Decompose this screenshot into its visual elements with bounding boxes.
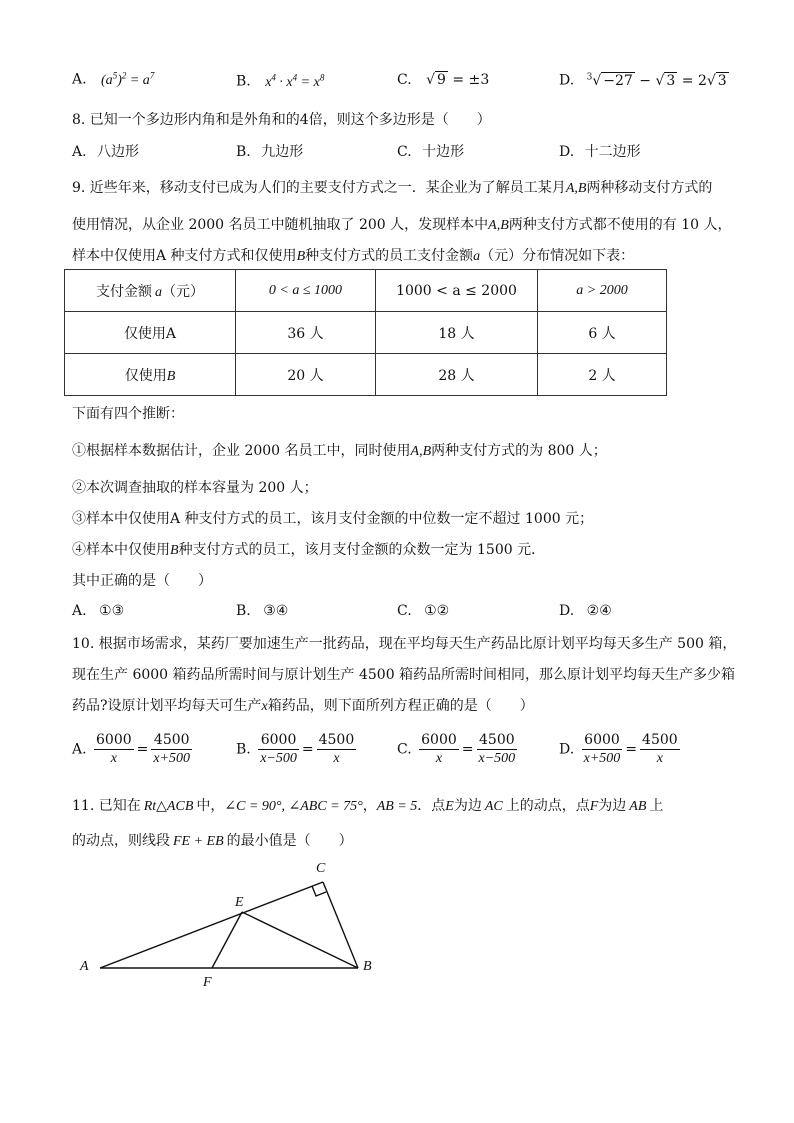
q7-option-a: A. $(a^5)^2 = a^7$	[72, 70, 155, 88]
table-header-cell: 支付金额 a（元）	[65, 270, 236, 312]
q8-option-c: C. 十边形	[397, 144, 465, 160]
table-cell: 2 人	[538, 354, 667, 396]
q10-line-1: 10. 根据市场需求，某药厂要加速生产一批药品，现在平均每天生产药品比原计划平均每天多生产 500 箱，	[72, 636, 737, 652]
q8-option-b: B. 九边形	[236, 144, 304, 160]
q9-statement-2: ②本次调查抽取的样本容量为 200 人；	[72, 480, 318, 496]
q10-option-c: C. $\frac{6000}{x}$ = $\frac{4500}{x-500}$	[397, 732, 516, 766]
q9-option-c: C. ①②	[397, 603, 450, 619]
q10-line-2: 现在生产 6000 箱药品所需时间与原计划生产 4500 箱药品所需时间相同，那么原计划平均每天生产多少箱	[72, 667, 736, 683]
q7-option-c: C. √ 9 = ±3	[397, 72, 490, 88]
payment-distribution-table	[64, 269, 667, 396]
q9-line-2: 使用情况，从企业 2000 名员工中随机抽取了 200 人，发现样本中A,B两种支付方式都不使用的有 10 人，	[72, 217, 732, 233]
q8-stem: 8. 已知一个多边形内角和是外角和的4倍，则这个多边形是（ ）	[72, 112, 491, 128]
q10-option-d: D. $\frac{6000}{x+500}$ = $\frac{4500}{x}$	[559, 732, 678, 766]
table-cell: 20 人	[236, 354, 376, 396]
label-e: E	[235, 895, 244, 910]
table-row	[65, 312, 667, 354]
q9-ask: 其中正确的是（ ）	[72, 573, 212, 589]
table-row-label: 仅使用A	[65, 312, 236, 354]
q9-statement-4: ④样本中仅使用B种支付方式的员工，该月支付金额的众数一定为 1500 元．	[72, 542, 546, 558]
label-a: A	[80, 959, 89, 974]
q11-line-2: 的动点，则线段 FE + EB 的最小值是（ ）	[72, 833, 353, 849]
label-c: C	[316, 861, 326, 876]
segment-ac	[100, 882, 323, 968]
q10-option-a: A. $\frac{6000}{x}$ = $\frac{4500}{x+500}$	[72, 732, 191, 766]
segment-cb	[323, 882, 358, 968]
table-row	[65, 354, 667, 396]
right-angle-mark	[312, 886, 326, 896]
table-cell: 28 人	[376, 354, 538, 396]
table-cell: 6 人	[538, 312, 667, 354]
segment-ef	[212, 912, 242, 968]
q9-intro: 下面有四个推断：	[72, 406, 184, 422]
table-row-label: 仅使用B	[65, 354, 236, 396]
q10-line-3: 药品?设原计划平均每天可生产x箱药品，则下面所列方程正确的是（ ）	[72, 698, 534, 714]
table-header-cell: 0 < a ≤ 1000	[236, 270, 376, 312]
table-header-row	[65, 270, 667, 312]
q11-line-1: 11. 已知在 Rt△ACB 中，∠C = 90°, ∠ABC = 75°，AB = 5．点E为边 AC 上的动点，点F为边 AB 上	[72, 798, 664, 814]
q8-option-a: A. 八边形	[72, 144, 140, 160]
q9-option-b: B. ③④	[236, 603, 289, 619]
q9-statement-3: ③样本中仅使用A 种支付方式的员工，该月支付金额的中位数一定不超过 1000 元；	[72, 511, 594, 527]
segment-eb	[242, 912, 358, 968]
label-b: B	[363, 959, 372, 974]
table-header-cell: 1000 < a ≤ 2000	[376, 270, 538, 312]
q7-option-d: D. $^3$√ −27 − √ 3 = 2√ 3	[559, 72, 727, 89]
table-cell: 18 人	[376, 312, 538, 354]
q9-statement-1: ①根据样本数据估计，企业 2000 名员工中，同时使用A,B两种支付方式的为 800 人；	[72, 443, 607, 459]
q8-option-d: D. 十二边形	[559, 144, 641, 160]
table-cell: 36 人	[236, 312, 376, 354]
q10-option-b: B. $\frac{6000}{x-500}$ = $\frac{4500}{x}$	[236, 732, 355, 766]
q9-option-d: D. ②④	[559, 603, 612, 619]
q9-line-3: 样本中仅使用A 种支付方式和仅使用B种支付方式的员工支付金额a（元）分布情况如下表：	[72, 248, 635, 264]
q7-option-b: B. $x^4 \cdot x^4 = x^8$	[236, 72, 325, 90]
table-header-cell: a > 2000	[538, 270, 667, 312]
label-f: F	[203, 975, 212, 990]
q9-line-1: 9. 近些年来，移动支付已成为人们的主要支付方式之一．某企业为了解员工某月A,B两种移动支付方式的	[72, 180, 713, 196]
q9-option-a: A. ①③	[72, 603, 125, 619]
triangle-figure	[60, 850, 400, 1000]
